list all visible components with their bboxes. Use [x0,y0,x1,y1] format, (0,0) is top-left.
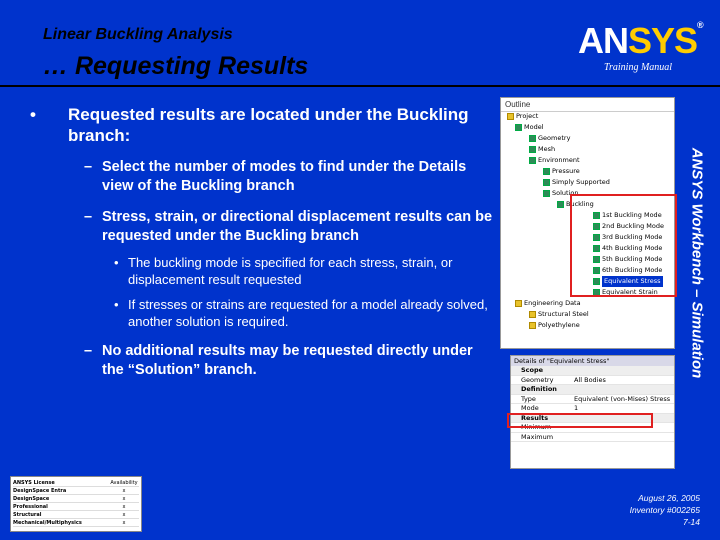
outline-header: Outline [501,98,674,112]
bullet-subsub-2: • If stresses or strains are requested for a model already solved, another solution is required. [114,297,488,329]
footer-page: 7-14 [682,517,700,527]
folder-icon [507,113,514,120]
slide-title-small: Linear Buckling Analysis [43,26,233,43]
tree-item[interactable]: Geometry [529,133,570,144]
slide-footer [560,492,700,528]
training-manual-label: Training Manual [604,62,673,73]
header-divider [0,85,720,87]
geometry-icon [529,135,536,142]
model-icon [515,124,522,131]
details-panel [510,355,675,469]
tree-item[interactable]: 4th Buckling Mode [593,243,662,254]
folder-icon [515,300,522,307]
tree-item[interactable]: Simply Supported [543,177,610,188]
highlight-box-results [570,194,677,297]
bullet-list [28,104,493,380]
tree-item[interactable]: 1st Buckling Mode [593,210,662,221]
solution-icon [543,190,550,197]
support-icon [543,179,550,186]
slide-header [0,0,720,88]
buckling-icon [557,201,564,208]
details-row[interactable]: Minimum [511,423,674,433]
license-row: Mechanical/Multiphysics x [13,519,139,527]
license-row: Structural x [13,511,139,519]
material-icon [529,322,536,329]
details-row-mode[interactable]: Mode 1 [511,404,674,414]
bullet-subsub-1: • The buckling mode is specified for each stress, strain, or displacement result requested [114,255,453,287]
bullet-main: • Requested results are located under the Buckling branch: [30,105,469,145]
tree-item-selected[interactable]: Equivalent Stress [593,276,663,287]
bullet-sub-3: – No additional results may be requested directly under the “Solution” branch. [84,343,473,378]
bullet-sub-1: – Select the number of modes to find under the Details view of the Buckling branch [84,159,467,194]
details-group[interactable]: Scope [511,366,674,376]
license-table [10,476,142,532]
license-header: ANSYS License Availability [13,480,138,486]
details-row[interactable]: Type Equivalent (von-Mises) Stress [511,395,674,405]
details-group[interactable]: Results [511,414,674,424]
tree-item[interactable]: Polyethylene [529,320,580,331]
details-group[interactable]: Definition [511,385,674,395]
footer-inventory: Inventory #002265 [629,505,700,515]
details-row[interactable]: Maximum [511,433,674,443]
tree-item[interactable]: 3rd Buckling Mode [593,232,662,243]
mesh-icon [529,146,536,153]
pressure-icon [543,168,550,175]
tree-item[interactable]: Engineering Data [515,298,581,309]
tree-item[interactable]: Mesh [529,144,555,155]
material-icon [529,311,536,318]
tree-item[interactable]: 5th Buckling Mode [593,254,662,265]
side-label: ANSYS Workbench – Simulation [688,147,706,379]
tree-item[interactable]: Buckling [557,199,594,210]
highlight-box-mode [507,413,653,428]
tree-item[interactable]: Pressure [543,166,580,177]
tree-item[interactable]: Solution [543,188,578,199]
slide-title-large: … Requesting Results [43,52,309,80]
tree-item[interactable]: Structural Steel [529,309,589,320]
details-title: Details of "Equivalent Stress" [511,356,674,366]
tree-item[interactable]: Equivalent Strain [593,287,658,298]
bullet-sub-2: – Stress, strain, or directional displacement results can be requested under the Buckling branch [84,209,493,244]
tree-item[interactable]: 6th Buckling Mode [593,265,662,276]
license-row: DesignSpace Entra x [13,487,139,495]
license-row: DesignSpace x [13,495,139,503]
tree-item[interactable]: Environment [529,155,580,166]
environment-icon [529,157,536,164]
license-row: Professional x [13,503,139,511]
tree-item[interactable]: Project [507,111,538,122]
tree-item[interactable]: 2nd Buckling Mode [593,221,664,232]
footer-date: August 26, 2005 [638,493,700,503]
tree-item[interactable]: Model [515,122,544,133]
details-row[interactable]: Geometry All Bodies [511,376,674,386]
ansys-logo: ANSYS® [578,20,703,61]
